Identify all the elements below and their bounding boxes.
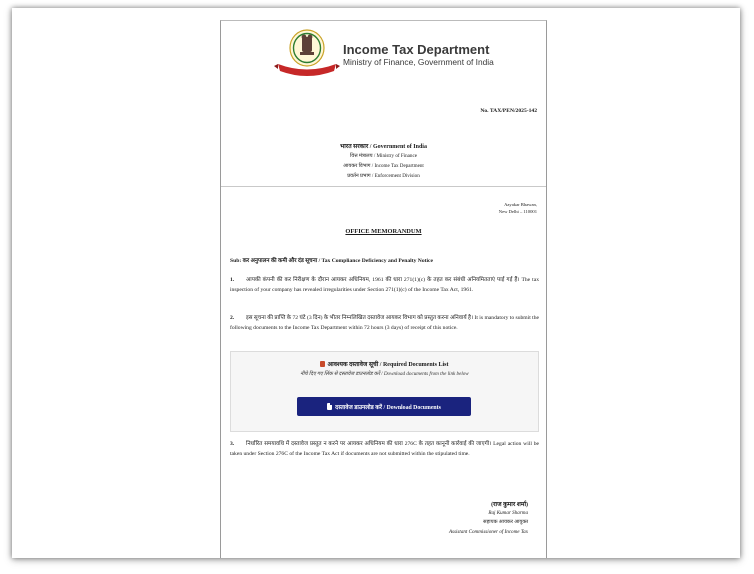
income-tax-emblem-icon <box>273 28 341 78</box>
required-documents-box <box>230 351 539 432</box>
paragraph-number: 2. <box>230 315 235 321</box>
required-documents-title-text: आवश्यक दस्तावेज सूची / Required Documents List <box>327 362 449 368</box>
org-subtitle: Ministry of Finance, Government of India <box>343 57 494 67</box>
paragraph-number: 1. <box>230 277 235 283</box>
download-instruction: नीचे दिए गए लिंक से दस्तावेज डाउनलोड करें / Download documents from the link below <box>300 371 469 377</box>
govt-line-2: वित्त मंत्रालय / Ministry of Finance <box>350 153 417 159</box>
download-documents-label: दस्तावेज डाउनलोड करें / Download Documents <box>335 404 441 411</box>
govt-line-1: भारत सरकार / Government of India <box>340 144 427 150</box>
memorandum-page <box>220 20 547 558</box>
signatory-hindi-name: (राज कुमार शर्मा) <box>491 502 528 508</box>
paragraph-text: निर्धारित समयावधि में दस्तावेज प्रस्तुत न करने पर आयकर अधिनियम की धारा 276C के तहत कानूनी कार्रवाई की जाएगी। Legal action will be taken under Section 276C of the Income Tax Act if documents are not submitted within the stipulated time. <box>230 441 539 457</box>
address-line-2: New Delhi – 110001 <box>498 209 537 214</box>
org-name: Income Tax Department <box>343 42 490 57</box>
memo-title: OFFICE MEMORANDUM <box>345 228 422 235</box>
paragraph-1 <box>230 275 539 295</box>
signatory-title: Assistant Commissioner of Income Tax <box>448 529 528 535</box>
letterhead <box>221 21 546 187</box>
paragraph-3 <box>230 439 539 459</box>
reference-number: No. TAX/PEN/2025-142 <box>480 108 537 114</box>
required-documents-title <box>231 360 538 368</box>
subject-line: Sub: कर अनुपालन की कमी और दंड सूचना / Tax Compliance Deficiency and Penalty Notice <box>230 258 434 264</box>
signatory-hindi-title: सहायक आयकर आयुक्त <box>483 519 528 525</box>
address-line-1: Aayakar Bhawan, <box>504 202 537 207</box>
signatory-name: Raj Kumar Sharma <box>488 510 528 516</box>
paragraph-2 <box>230 313 539 333</box>
download-documents-button[interactable] <box>297 397 471 416</box>
govt-line-3: आयकर विभाग / Income Tax Department <box>343 163 424 169</box>
document-viewer-frame <box>12 8 740 558</box>
paragraph-text: आपकी कंपनी की कर निरीक्षण के दौरान आयकर अधिनियम, 1961 की धारा 271(1)(c) के तहत कर संबंधी अनियमितताएं पाई गई हैं। The tax inspection of your company has revealed irregularities under Section 271(1)(c) of the Income Tax Act, 1961. <box>230 277 539 293</box>
paragraph-number: 3. <box>230 441 235 447</box>
clipboard-icon <box>320 361 325 367</box>
paragraph-text: इस सूचना की प्राप्ति के 72 घंटे (3 दिन) के भीतर निम्नलिखित दस्तावेज आयकर विभाग को प्रस्तुत करना अनिवार्य है। It is mandatory to submit the following documents to the Income Tax Department within 72 hours (3 days) of receipt of this notice. <box>230 315 539 331</box>
govt-line-4: प्रवर्तन प्रभाग / Enforcement Division <box>347 173 420 179</box>
document-icon <box>327 403 332 410</box>
